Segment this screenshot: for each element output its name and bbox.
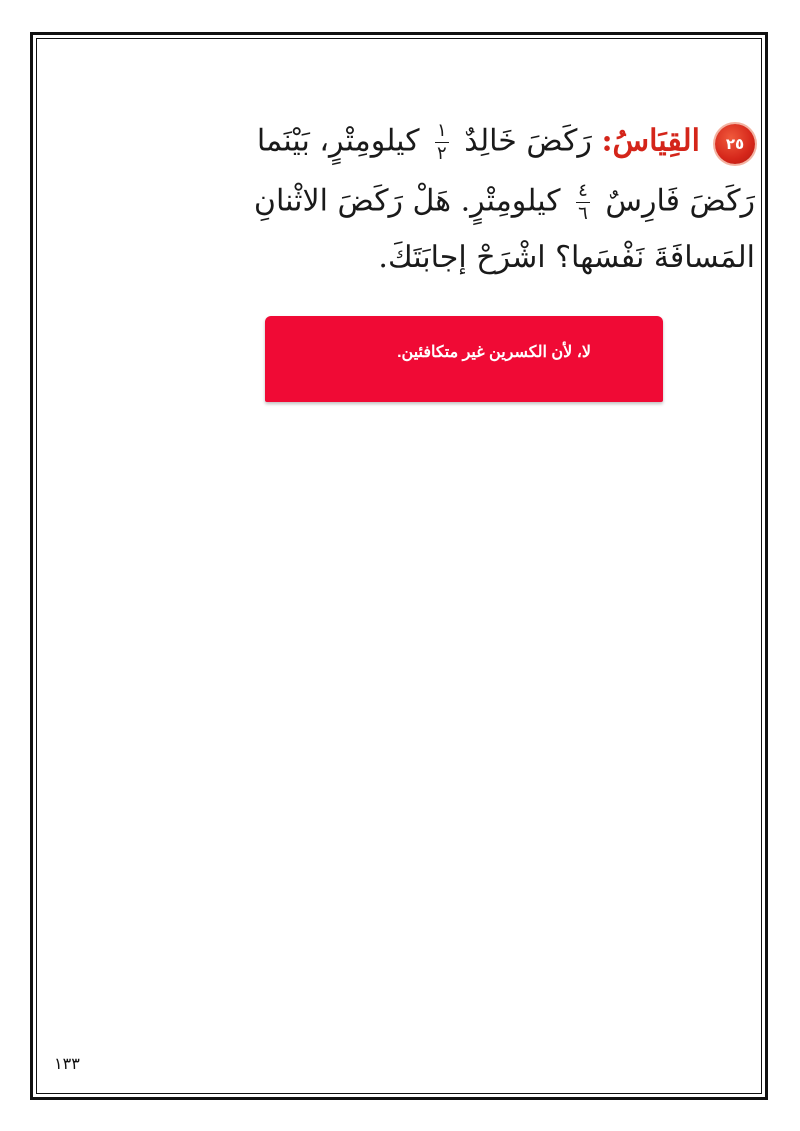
problem-text-1b: كيلومِتْرٍ، بَيْنَما <box>256 123 420 159</box>
fraction-khaled <box>435 122 449 163</box>
fraction-khaled-denominator: ٢ <box>437 143 447 164</box>
problem-line-3: المَسافَةَ نَفْسَها؟ اشْرَحْ إجابَتَكَ. <box>378 240 755 275</box>
fraction-fares <box>576 182 590 223</box>
answer-box <box>265 316 663 402</box>
problem-text-1a: رَكَضَ خَالِدٌ <box>464 123 592 159</box>
page-number: ١٣٣ <box>54 1054 80 1073</box>
problem-keyword: القِيَاسُ: <box>601 123 700 159</box>
problem-text-2b: كيلومِتْرٍ. هَلْ رَكَضَ الاثْنانِ <box>253 183 561 219</box>
problem-line-2 <box>254 182 755 223</box>
fraction-fares-numerator: ٤ <box>578 180 588 201</box>
problem-text-2a: رَكَضَ فَارِسٌ <box>605 183 755 219</box>
problem-number-badge: ٢٥ <box>715 124 755 164</box>
fraction-fares-denominator: ٦ <box>578 203 588 224</box>
fraction-khaled-numerator: ١ <box>437 120 447 141</box>
answer-text: لا، لأن الكسرين غير متكافئين. <box>397 344 591 361</box>
problem-line-1 <box>257 122 700 163</box>
